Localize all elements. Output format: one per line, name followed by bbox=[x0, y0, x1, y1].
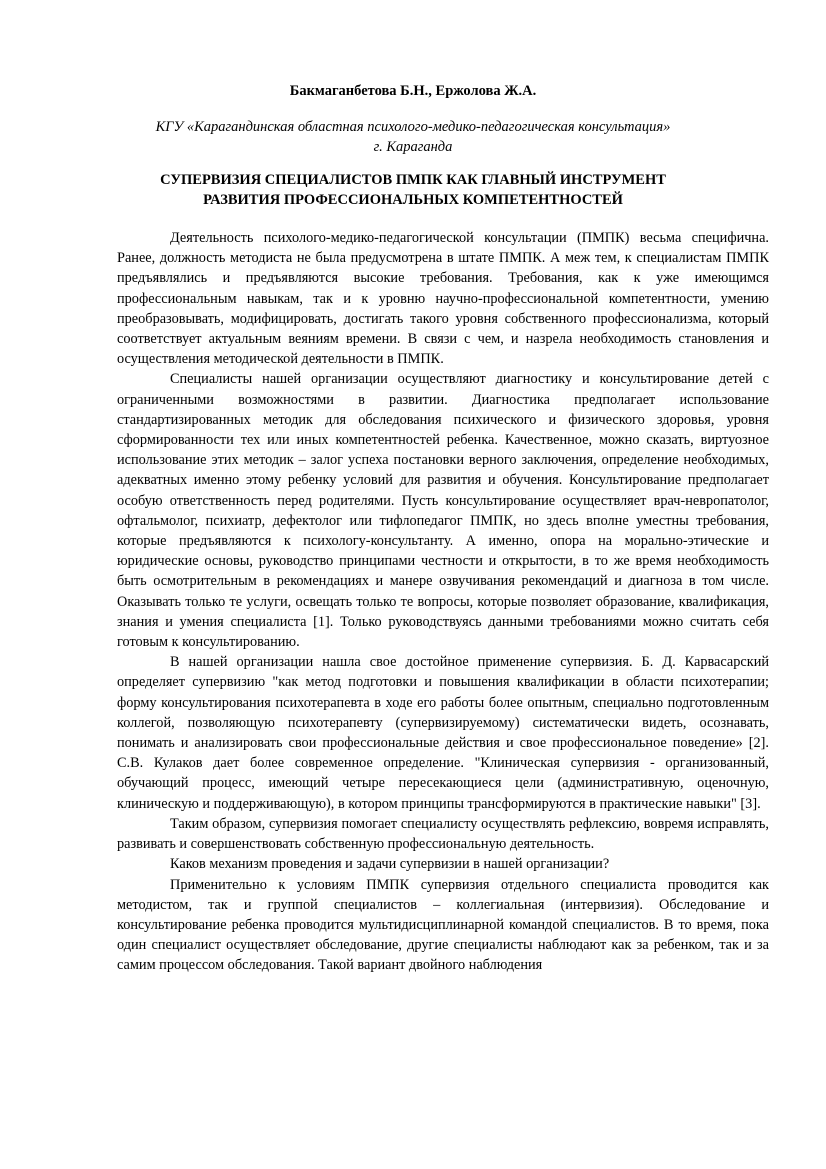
paragraph: Таким образом, супервизия помогает специалисту осуществлять рефлексию, вовремя исправлять, развивать и совершенствовать собственную профессиональную деятельность. bbox=[117, 815, 769, 853]
article-title-line-2: РАЗВИТИЯ ПРОФЕССИОНАЛЬНЫХ КОМПЕТЕНТНОСТЕЙ bbox=[203, 192, 623, 208]
article-title-line-1: СУПЕРВИЗИЯ СПЕЦИАЛИСТОВ ПМПК КАК ГЛАВНЫЙ ИНСТРУМЕНТ bbox=[160, 172, 666, 188]
paragraph: Специалисты нашей организации осуществляют диагностику и консультирование детей с ограниченными возможностями в развитии. Диагностика предполагает использование стандартизированных методик для обследования психического и физического здоровья, уровня сформированности тех или иных компетентностей ребенка. Качественное, можно сказать, виртуозное использование этих методик – залог успеха постановки верного заключения, определение необходимых, адекватных именно этому ребенку условий для развития и обучения. Консультирование предполагает особую ответственность перед родителями. Пусть консультирование осуществляет врач-невропатолог, офтальмолог, психиатр, дефектолог или тифлопедагог ПМПК, но здесь вполне уместны требования, которые предъявляются к психологу-консультанту. А именно, опора на морально-этические и юридические основы, руководство принципами честности и открытости, в то же время необходимость быть осмотрительным в рекомендациях и манере озвучивания рекомендаций и диагноза в том числе. Оказывать только те услуги, освещать только те вопросы, которые позволяет образование, квалификация, знания и умения специалиста [1]. Только руководствуясь данными требованиями можно считать себя готовым к консультированию. bbox=[117, 371, 769, 651]
article-title bbox=[0, 170, 826, 210]
paragraph: Применительно к условиям ПМПК супервизия отдельного специалиста проводится как методистом, так и группой специалистов – коллегиальная (интервизия). Обследование и консультирование ребенка проводится мультидисциплинарной командой специалистов. В то время, пока один специалист осуществляет обследование, другие специалисты наблюдают как за ребенком, так и за самим процессом обследования. Такой вариант двойного наблюдения bbox=[117, 876, 769, 974]
article-body bbox=[117, 228, 769, 976]
paragraph: В нашей организации нашла свое достойное применение супервизия. Б. Д. Карвасарский определяет супервизию "как метод подготовки и повышения квалификации в области психотерапии; форму консультирования психотерапевта в ходе его работы более опытным, специально подготовленным коллегой, позволяющую психотерапевту (супервизируемому) систематически видеть, осознавать, понимать и анализировать свои профессиональные действия и свое профессиональное поведение» [2]. С.В. Кулаков дает более современное определение. "Клиническая супервизия - организованный, обучающий процесс, имеющий четыре пересекающиеся цели (административную, оценочную, клиническую и поддерживающую), в котором принципы трансформируются в практические навыки" [3]. bbox=[117, 654, 769, 812]
affiliation bbox=[0, 117, 826, 157]
affiliation-city: г. Караганда bbox=[373, 139, 453, 155]
paragraph: Каков механизм проведения и задачи супервизии в нашей организации? bbox=[170, 856, 610, 873]
paragraph: Деятельность психолого-медико-педагогической консультации (ПМПК) весьма специфична. Ранее, должность методиста не была предусмотрена в штате ПМПК. А меж тем, к специалистам ПМПК предъявлялись и предъявляются высокие требования. Требования, как к уже имеющимся профессиональным навыкам, так и к уровню научно-профессиональной компетентности, умению преобразовывать, модифицировать, достигать такого уровня собственного профессионализма, который соответствует актуальным веяниям времени. В связи с чем, и назрела необходимость становления и осуществления методической деятельности в ПМПК. bbox=[117, 230, 769, 368]
affiliation-organization: КГУ «Карагандинская областная психолого-медико-педагогическая консультация» bbox=[155, 119, 671, 135]
authors: Бакмаганбетова Б.Н., Ержолова Ж.А. bbox=[289, 83, 537, 99]
